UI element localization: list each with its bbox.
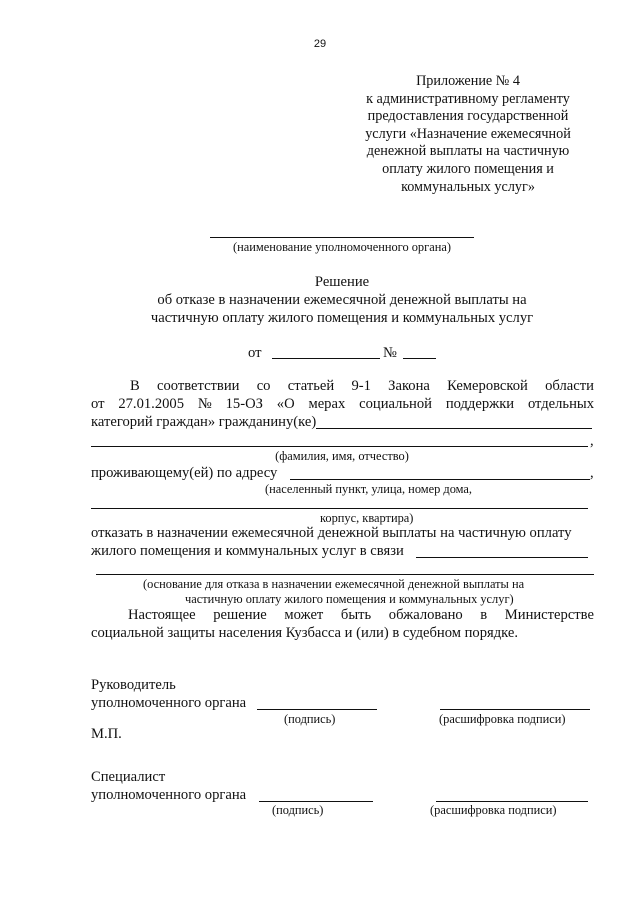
appendix-line: услуги «Назначение ежемесячной (365, 125, 571, 142)
appeal-line-1: Настоящее решение может быть обжаловано в Министерстве (128, 607, 594, 623)
refusal-line-1: отказать в назначении ежемесячной денежной выплаты на частичную оплату (91, 525, 572, 541)
recipient-field-line-1[interactable] (316, 428, 592, 429)
number-field-line[interactable] (403, 358, 436, 359)
body-line-1: В соответствии со статьей 9-1 Закона Кемеровской области (130, 378, 594, 394)
page-number: 29 (313, 38, 327, 50)
date-label: от (248, 345, 262, 361)
head-decode-line[interactable] (440, 709, 590, 710)
address-field-line-2[interactable] (91, 508, 588, 509)
specialist-signature-caption: (подпись) (272, 803, 324, 817)
reason-field-line-2[interactable] (96, 574, 594, 575)
comma: , (590, 433, 594, 449)
head-decode-caption: (расшифровка подписи) (439, 712, 566, 726)
number-label: № (383, 345, 397, 361)
address-field-line-1[interactable] (290, 479, 590, 480)
authority-caption: (наименование уполномоченного органа) (233, 240, 451, 254)
specialist-signature-line[interactable] (259, 801, 373, 802)
authority-field-line[interactable] (210, 237, 474, 238)
appendix-line: денежной выплаты на частичную (366, 143, 570, 160)
appendix-line: к административному регламенту (366, 90, 570, 107)
appendix-line: коммунальных услуг» (401, 178, 535, 195)
specialist-decode-caption: (расшифровка подписи) (430, 803, 557, 817)
appendix-line: Приложение № 4 (416, 73, 520, 89)
reason-caption-1: (основание для отказа в назначении ежемесячной денежной выплаты на (143, 577, 525, 591)
document-subtitle-line1: об отказе в назначении ежемесячной денежной выплаты на (157, 292, 527, 308)
head-org: уполномоченного органа (91, 695, 247, 711)
date-field-line[interactable] (272, 358, 380, 359)
head-signature-caption: (подпись) (284, 712, 336, 726)
address-label: проживающему(ей) по адресу (91, 465, 278, 481)
appeal-line-2: социальной защиты населения Кузбасса и (или) в судебном порядке. (91, 625, 519, 641)
specialist-decode-line[interactable] (436, 801, 588, 802)
head-title: Руководитель (91, 677, 176, 693)
document-title: Решение (314, 274, 370, 290)
address-caption-1: (населенный пункт, улица, номер дома, (265, 482, 473, 496)
body-line-2: от 27.01.2005 № 15-ОЗ «О мерах социальной поддержки отдельных (91, 396, 594, 412)
appendix-line: оплату жилого помещения и (382, 160, 554, 177)
specialist-org: уполномоченного органа (91, 787, 247, 803)
address-caption-2: корпус, квартира) (320, 511, 414, 525)
recipient-field-line-2[interactable] (91, 446, 588, 447)
appendix-line: предоставления государственной (367, 108, 569, 125)
head-signature-line[interactable] (257, 709, 377, 710)
document-subtitle-line2: частичную оплату жилого помещения и коммунальных услуг (150, 310, 534, 326)
comma: , (590, 465, 594, 481)
refusal-line-2: жилого помещения и коммунальных услуг в связи (91, 543, 404, 559)
specialist-title: Специалист (91, 769, 166, 785)
fio-caption: (фамилия, имя, отчество) (275, 449, 409, 463)
stamp-label: М.П. (91, 726, 122, 742)
appendix-header (340, 73, 596, 196)
reason-field-line-1[interactable] (416, 557, 588, 558)
body-line-3: категорий граждан» гражданину(ке) (91, 414, 317, 430)
reason-caption-2: частичную оплату жилого помещения и коммунальных услуг) (185, 592, 514, 606)
